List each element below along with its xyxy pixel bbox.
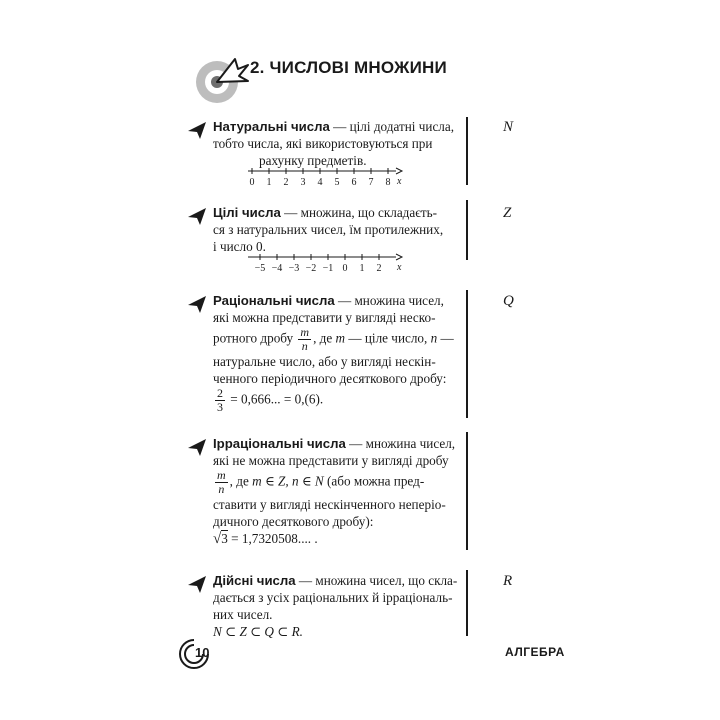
axis-tick-label: 2 bbox=[283, 177, 289, 188]
fraction-m-n: $\frac{m}{n}$ bbox=[217, 468, 226, 496]
axis-tick-label: 1 bbox=[266, 177, 272, 188]
section-natural: Натуральні числа — цілі додатні числа, тобто числа, які використовуються при рахунку предметів. bbox=[213, 119, 455, 168]
page-title: 2. ЧИСЛОВІ МНОЖИНИ bbox=[250, 58, 447, 77]
chapter-logo-icon bbox=[190, 45, 252, 107]
term-rational: Раціональні числа bbox=[213, 293, 335, 308]
symbol-real: R bbox=[503, 573, 513, 589]
axis-tick-label: 7 bbox=[368, 177, 374, 188]
pointer-arrow-icon bbox=[186, 573, 208, 595]
number-line-integers bbox=[246, 250, 406, 276]
axis-tick-label: 6 bbox=[351, 177, 357, 188]
fraction-2-3: $\frac{2}{3}$ bbox=[217, 386, 223, 414]
symbol-rational: Q bbox=[503, 293, 514, 309]
axis-tick-label: 0 bbox=[249, 177, 255, 188]
divider-line bbox=[466, 200, 468, 260]
pointer-arrow-icon bbox=[186, 119, 208, 141]
section-real: Дійсні числа — множина чисел, що скла- дається з усіх раціональних й ірраціональ- них чисел. N ⊂ Z ⊂ Q ⊂ R. bbox=[213, 573, 458, 639]
pointer-arrow-icon bbox=[186, 205, 208, 227]
number-line-natural bbox=[246, 164, 406, 190]
axis-tick-label: −3 bbox=[288, 263, 300, 274]
subject-label: АЛГЕБРА bbox=[505, 645, 565, 659]
axis-var-natural: x bbox=[397, 176, 402, 187]
term-real: Дійсні числа bbox=[213, 573, 296, 588]
axis-tick-label: −2 bbox=[305, 263, 317, 274]
term-natural: Натуральні числа bbox=[213, 119, 330, 134]
pointer-arrow-icon bbox=[186, 293, 208, 315]
section-rational: Раціональні числа — множина чисел, які можна представити у вигляді неско- ротного дробу $\frac{m}{n}$ , де m — ціле число, n — натуральне число, або у вигляді нескін- ченного періодичного десяткового дробу: $\frac{2}{3}$ = 0,666... = 0,(6). bbox=[213, 293, 454, 414]
page-number: 10 bbox=[195, 645, 210, 660]
axis-tick-label: −4 bbox=[271, 263, 283, 274]
section-integers: Цілі числа — множина, що складаєть- ся з натуральних чисел, їм протилежних, і число 0. bbox=[213, 205, 444, 254]
symbol-integers: Z bbox=[503, 205, 512, 221]
symbol-natural: N bbox=[503, 119, 514, 135]
axis-tick-label: 8 bbox=[385, 177, 391, 188]
axis-var-integers: x bbox=[397, 262, 402, 273]
pointer-arrow-icon bbox=[186, 436, 208, 458]
axis-tick-label: −5 bbox=[254, 263, 266, 274]
divider-line bbox=[466, 432, 468, 550]
axis-tick-label: 5 bbox=[334, 177, 340, 188]
fraction-m-n: $\frac{m}{n}$ bbox=[300, 325, 310, 353]
axis-tick-label: 0 bbox=[342, 263, 348, 274]
divider-line bbox=[466, 290, 468, 418]
section-irrational: Ірраціональні числа — множина чисел, які не можна представити у вигляді дробу $\frac{m}{n}$ , де m ∈ Z, n ∈ N (або можна пред- ставити у вигляді нескінченного неперіо- дичного десяткового дробу): √3 = 1,7320508.... . bbox=[213, 436, 456, 547]
axis-tick-label: 4 bbox=[317, 177, 323, 188]
term-irrational: Ірраціональні числа bbox=[213, 436, 346, 451]
axis-tick-label: −1 bbox=[322, 263, 334, 274]
axis-tick-label: 1 bbox=[359, 263, 365, 274]
divider-line bbox=[466, 570, 468, 636]
axis-tick-label: 2 bbox=[376, 263, 382, 274]
divider-line bbox=[466, 117, 468, 185]
sqrt-symbol: √ bbox=[213, 531, 222, 547]
term-integers: Цілі числа bbox=[213, 205, 281, 220]
axis-tick-label: 3 bbox=[300, 177, 306, 188]
